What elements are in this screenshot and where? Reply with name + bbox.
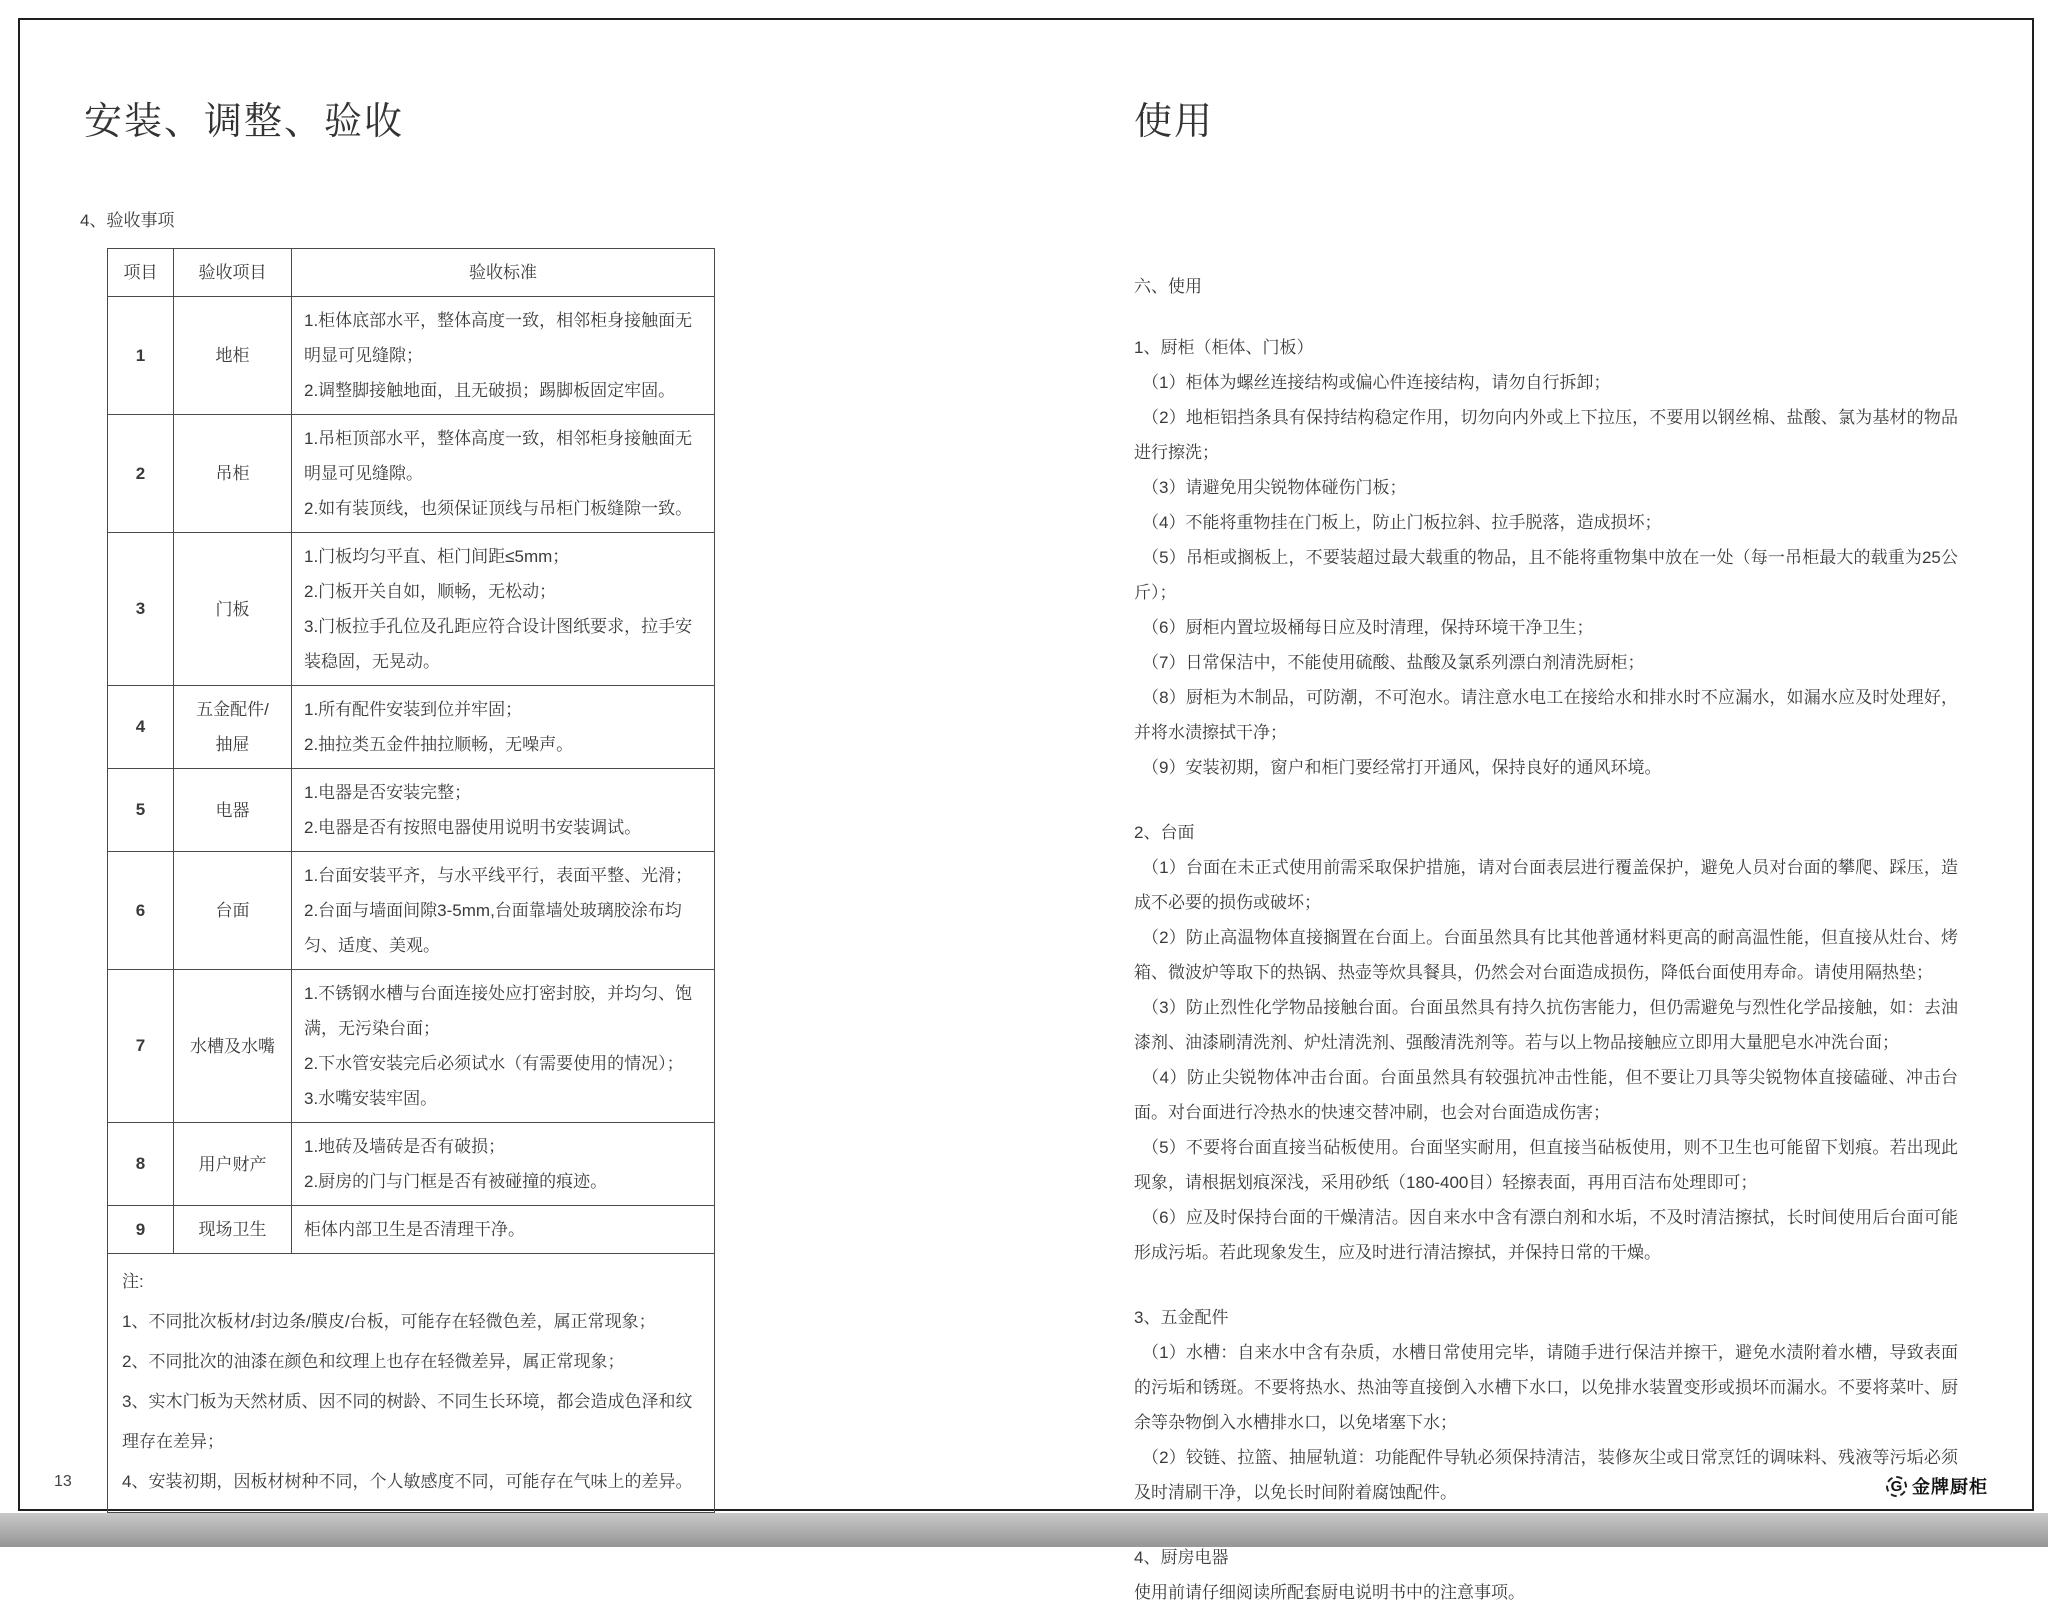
standard-line: 1.地砖及墙砖是否有破损； (304, 1137, 506, 1156)
row-standard (292, 769, 715, 852)
item-name-line: 水槽及水嘴 (190, 1036, 275, 1056)
standard-line: 3.门板拉手孔位及孔距应符合设计图纸要求，拉手安装稳固，无晃动。 (304, 617, 693, 671)
usage-block (1134, 330, 1958, 785)
row-standard (292, 533, 715, 686)
item-name-line: 电器 (215, 800, 250, 820)
page-edge-shadow (0, 1513, 2048, 1547)
row-number: 9 (108, 1206, 174, 1254)
left-page-title: 安装、调整、验收 (84, 101, 405, 143)
standard-line: 柜体内部卫生是否清理干净。 (304, 1220, 525, 1239)
usage-paragraph: （4）防止尖锐物体冲击台面。台面虽然具有较强抗冲击性能，但不要让刀具等尖锐物体直接磕碰、冲击台面。对台面进行冷热水的快速交替冲刷，也会对台面造成伤害； (1134, 1068, 1958, 1122)
standard-line: 2.调整脚接触地面，且无破损；踢脚板固定牢固。 (304, 381, 676, 400)
usage-column (1134, 270, 1958, 1610)
usage-block-heading: 1、厨柜（柜体、门板） (1134, 338, 1314, 357)
row-number: 2 (108, 415, 174, 533)
usage-block (1134, 1300, 1958, 1510)
standard-line: 2.厨房的门与门框是否有被碰撞的痕迹。 (304, 1172, 608, 1191)
header-item-name: 验收项目 (174, 249, 292, 297)
row-number: 5 (108, 769, 174, 852)
standard-line: 2.门板开关自如，顺畅，无松动； (304, 582, 557, 601)
row-item-name (174, 415, 292, 533)
usage-paragraph: （5）不要将台面直接当砧板使用。台面坚实耐用，但直接当砧板使用，则不卫生也可能留下划痕。若出现此现象，请根据划痕深浅，采用砂纸（180-400目）轻擦表面，再用百洁布处理即可； (1134, 1138, 1958, 1192)
row-number: 7 (108, 970, 174, 1123)
table-header-row (108, 249, 715, 297)
standard-line: 1.台面安装平齐，与水平线平行，表面平整、光滑； (304, 866, 693, 885)
brand-logo (1886, 1473, 1988, 1499)
standard-line: 2.台面与墙面间隙3-5mm,台面靠墙处玻璃胶涂布均匀、适度、美观。 (304, 901, 682, 955)
row-standard (292, 686, 715, 769)
usage-paragraph: （3）请避免用尖锐物体碰伤门板； (1142, 478, 1407, 497)
row-item-name (174, 1123, 292, 1206)
row-standard (292, 1123, 715, 1206)
row-item-name (174, 686, 292, 769)
usage-paragraph: （9）安装初期，窗户和柜门要经常打开通风，保持良好的通风环境。 (1142, 758, 1662, 777)
note-line: 1、不同批次板材/封边条/膜皮/台板，可能存在轻微色差，属正常现象； (122, 1312, 656, 1331)
row-standard (292, 852, 715, 970)
usage-paragraph: （5）吊柜或搁板上，不要装超过最大载重的物品，且不能将重物集中放在一处（每一吊柜最大的载重为25公斤）； (1134, 548, 1958, 602)
table-row (108, 1206, 715, 1254)
note-line: 4、安装初期，因板材树种不同，个人敏感度不同，可能存在气味上的差异。 (122, 1472, 693, 1491)
usage-paragraph: （1）柜体为螺丝连接结构或偏心件连接结构，请勿自行拆卸； (1142, 373, 1611, 392)
manual-page (18, 18, 2034, 1602)
item-name-line: 门板 (215, 599, 250, 619)
row-item-name (174, 533, 292, 686)
usage-paragraph: （3）防止烈性化学物品接触台面。台面虽然具有持久抗伤害能力，但仍需避免与烈性化学品接触，如：去油漆剂、油漆刷清洗剂、炉灶清洗剂、强酸清洗剂等。若与以上物品接触应立即用大量肥皂水冲洗台面； (1134, 998, 1958, 1052)
row-number: 3 (108, 533, 174, 686)
notes-label: 注: (122, 1272, 144, 1291)
row-number: 4 (108, 686, 174, 769)
row-item-name (174, 297, 292, 415)
usage-block (1134, 815, 1958, 1270)
usage-paragraph: （1）水槽：自来水中含有杂质，水槽日常使用完毕，请随手进行保洁并擦干，避免水渍附着水槽，导致表面的污垢和锈斑。不要将热水、热油等直接倒入水槽下水口，以免排水装置变形或损坏而漏水。不要将菜叶、厨余等杂物倒入水槽排水口，以免堵塞下水； (1134, 1343, 1958, 1432)
item-name-line: 五金配件/ (196, 700, 269, 719)
item-name-line: 地柜 (215, 346, 250, 365)
brand-g-icon: G (1886, 1476, 1907, 1497)
usage-blocks (1134, 330, 1958, 1610)
acceptance-table (107, 248, 715, 1513)
standard-line: 3.水嘴安装牢固。 (304, 1089, 438, 1108)
usage-block-heading: 3、五金配件 (1134, 1308, 1229, 1327)
table-row (108, 852, 715, 970)
standard-line: 1.门板均匀平直、柜门间距≤5mm； (304, 547, 570, 566)
usage-paragraph: （7）日常保洁中，不能使用硫酸、盐酸及氯系列漂白剂清洗厨柜； (1142, 653, 1645, 672)
note-line: 3、实木门板为天然材质、因不同的树龄、不同生长环境，都会造成色泽和纹理存在差异； (122, 1392, 693, 1451)
row-item-name (174, 1206, 292, 1254)
row-number: 8 (108, 1123, 174, 1206)
standard-line: 1.柜体底部水平，整体高度一致，相邻柜身接触面无明显可见缝隙； (304, 311, 693, 365)
item-name-line: 吊柜 (215, 464, 250, 483)
item-name-line: 台面 (215, 901, 250, 920)
standard-line: 2.电器是否有按照电器使用说明书安装调试。 (304, 818, 642, 837)
table-row (108, 297, 715, 415)
item-name-line: 用户财产 (198, 1154, 267, 1174)
standard-line: 2.如有装顶线，也须保证顶线与吊柜门板缝隙一致。 (304, 499, 693, 518)
row-standard (292, 970, 715, 1123)
item-name-line: 现场卫生 (198, 1220, 267, 1239)
usage-paragraph: （2）防止高温物体直接搁置在台面上。台面虽然具有比其他普通材料更高的耐高温性能，但直接从灶台、烤箱、微波炉等取下的热锅、热壶等炊具餐具，仍然会对台面造成损伤，降低台面使用寿命。请使用隔热垫； (1134, 928, 1958, 982)
usage-block-heading: 4、厨房电器 (1134, 1548, 1229, 1567)
header-item-no: 项目 (108, 249, 174, 297)
usage-paragraph: （2）铰链、拉篮、抽屉轨道：功能配件导轨必须保持清洁，装修灰尘或日常烹饪的调味料、残液等污垢必须及时清刷干净，以免长时间附着腐蚀配件。 (1134, 1448, 1958, 1502)
standard-line: 1.电器是否安装完整； (304, 783, 472, 802)
standard-line: 2.抽拉类五金件抽拉顺畅，无噪声。 (304, 735, 574, 754)
usage-paragraph: （6）应及时保持台面的干燥清洁。因自来水中含有漂白剂和水垢，不及时清洁擦拭，长时间使用后台面可能形成污垢。若此现象发生，应及时进行清洁擦拭，并保持日常的干燥。 (1134, 1208, 1958, 1262)
usage-block (1134, 1540, 1958, 1610)
row-item-name (174, 852, 292, 970)
row-standard (292, 415, 715, 533)
notes-list (122, 1302, 700, 1502)
standard-line: 2.下水管安装完后必须试水（有需要使用的情况）； (304, 1054, 684, 1073)
usage-paragraph: （1）台面在未正式使用前需采取保护措施，请对台面表层进行覆盖保护，避免人员对台面的攀爬、踩压，造成不必要的损伤或破坏； (1134, 858, 1958, 912)
table-row (108, 1123, 715, 1206)
row-standard (292, 1206, 715, 1254)
acceptance-table-body (108, 297, 715, 1254)
row-number: 6 (108, 852, 174, 970)
row-item-name (174, 970, 292, 1123)
note-line: 2、不同批次的油漆在颜色和纹理上也存在轻微差异，属正常现象； (122, 1352, 625, 1371)
usage-paragraph: （2）地柜铝挡条具有保持结构稳定作用，切勿向内外或上下拉压，不要用以钢丝棉、盐酸、氯为基材的物品进行擦洗； (1134, 408, 1958, 462)
usage-paragraph: （8）厨柜为木制品，可防潮，不可泡水。请注意水电工在接给水和排水时不应漏水，如漏水应及时处理好，并将水渍擦拭干净； (1134, 688, 1958, 742)
usage-paragraph: （6）厨柜内置垃圾桶每日应及时清理，保持环境干净卫生； (1142, 618, 1594, 637)
table-row (108, 769, 715, 852)
standard-line: 1.不锈钢水槽与台面连接处应打密封胶，并均匀、饱满，无污染台面； (304, 984, 693, 1038)
table-row (108, 533, 715, 686)
usage-paragraph: 使用前请仔细阅读所配套厨电说明书中的注意事项。 (1134, 1583, 1525, 1602)
row-standard (292, 297, 715, 415)
row-item-name (174, 769, 292, 852)
table-notes-row (108, 1254, 715, 1513)
table-row (108, 686, 715, 769)
notes-cell (108, 1254, 715, 1513)
right-page-title: 使用 (1134, 101, 1215, 143)
brand-name: 金牌厨柜 (1912, 1477, 1988, 1497)
page-number: 13 (54, 1473, 72, 1490)
standard-line: 1.吊柜顶部水平，整体高度一致，相邻柜身接触面无明显可见缝隙。 (304, 429, 693, 483)
table-row (108, 970, 715, 1123)
usage-section-heading: 六、使用 (1134, 277, 1202, 296)
table-row (108, 415, 715, 533)
row-number: 1 (108, 297, 174, 415)
standard-line: 1.所有配件安装到位并牢固； (304, 700, 523, 719)
header-standard: 验收标准 (292, 249, 715, 297)
item-name-line: 抽屉 (215, 735, 250, 754)
acceptance-section-heading: 4、验收事项 (80, 211, 175, 230)
usage-paragraph: （4）不能将重物挂在门板上，防止门板拉斜、拉手脱落，造成损坏； (1142, 513, 1662, 532)
usage-block-heading: 2、台面 (1134, 823, 1195, 842)
